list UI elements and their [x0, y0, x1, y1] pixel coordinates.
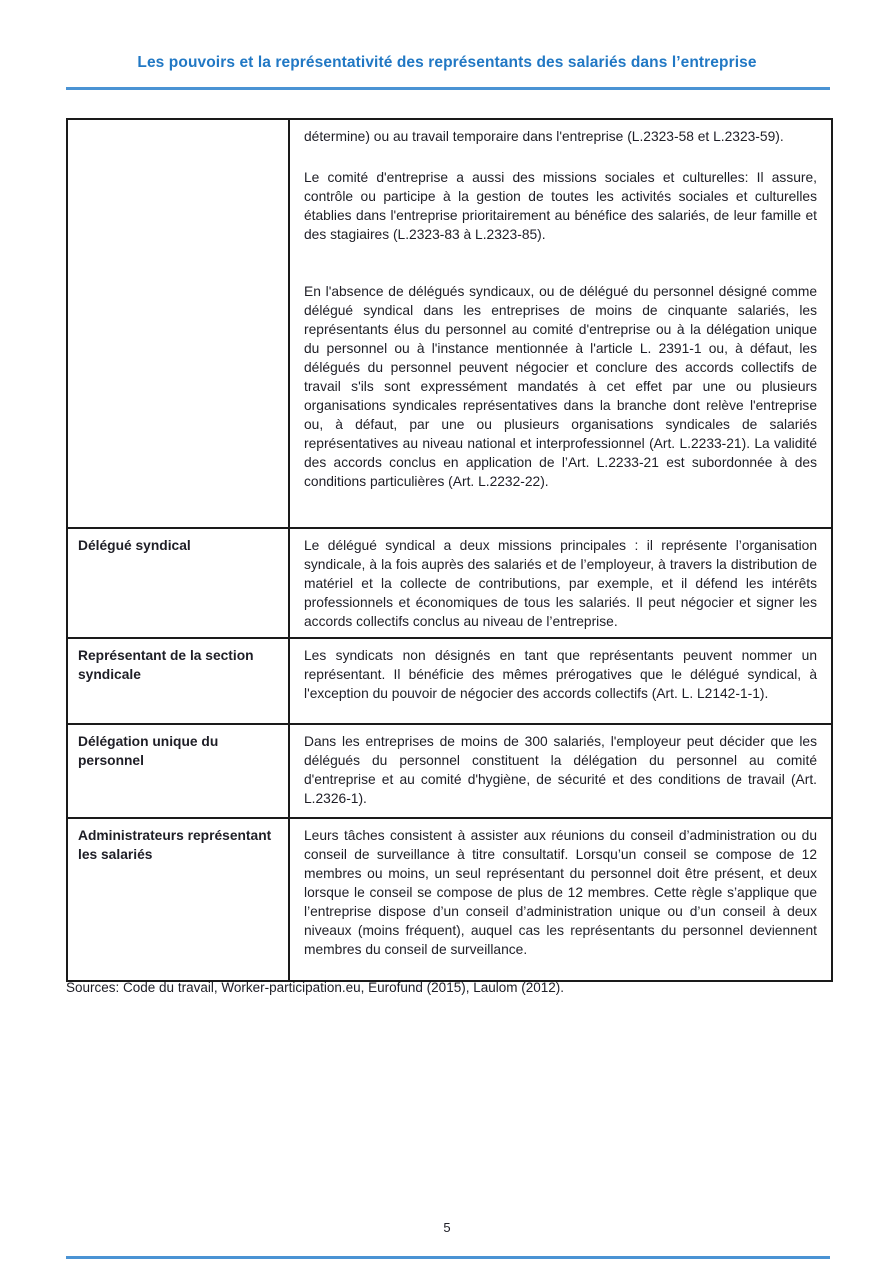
row-content-cell: [289, 724, 832, 818]
row-label-cell: Administrateurs représentant les salariés: [67, 818, 289, 981]
table-row: [67, 724, 832, 818]
paragraph: En l'absence de délégués syndicaux, ou de délégué du personnel désigné comme délégué syndical dans les entreprises de moins de cinquante salariés, les représentants élus du personnel au comité d'entreprise ou à la délégation unique du personnel ou à l'instance mentionnée à l'article L. 2391-1 ou, à défaut, les délégués du personnel peuvent négocier et conclure des accords collectifs de travail s'ils sont expressément mandatés à cet effet par une ou plusieurs organisations syndicales représentatives dans la branche dont relève l'entreprise ou, à défaut, par une ou plusieurs organisations syndicales de salariés représentatives au niveau national et interprofessionnel (Art. L.2233-21). La validité des accords conclus en application de l’Art. L.2233-21 est subordonnée à des conditions particulières (Art. L.2232-22).: [304, 284, 817, 489]
paragraph: détermine) ou au travail temporaire dans l'entreprise (L.2323-58 et L.2323-59).: [304, 129, 784, 144]
page-number: 5: [443, 1220, 451, 1235]
paragraph: Leurs tâches consistent à assister aux réunions du conseil d’administration ou du conseil de surveillance à titre consultatif. Lorsqu’un conseil se compose de 12 membres ou moins, un seul représentant du personnel doit être présent, et deux lorsque le conseil se compose de plus de 12 membres. Cette règle s’applique que l’entreprise dispose d’un conseil d’administration unique ou d’un conseil à deux niveaux (moins fréquent), auquel cas les représentants du personnel deviennent membres du conseil de surveillance.: [304, 828, 817, 957]
table-row: [67, 119, 832, 528]
row-label-cell: [67, 119, 289, 528]
paragraph: Les syndicats non désignés en tant que représentants peuvent nommer un représentant. Il bénéficie des mêmes prérogatives que le délégué syndical, à l'exception du pouvoir de négocier des accords collectifs (Art. L. L2142-1-1).: [304, 648, 817, 701]
row-label-cell: Délégation unique du personnel: [67, 724, 289, 818]
row-content-cell: [289, 528, 832, 638]
row-content-cell: [289, 119, 832, 528]
row-content-cell: [289, 818, 832, 981]
paragraph: Dans les entreprises de moins de 300 salariés, l'employeur peut décider que les délégués du personnel constituent la délégation du personnel au comité d'entreprise et au comité d'hygiène, de sécurité et des conditions de travail (Art. L.2326-1).: [304, 734, 817, 806]
table-row: [67, 528, 832, 638]
row-label-cell: Représentant de la section syndicale: [67, 638, 289, 724]
paragraph: Le comité d'entreprise a aussi des missions sociales et culturelles: Il assure, contrôle ou participe à la gestion de toutes les activités sociales et culturelles établies dans l'entreprise prioritairement au bénéfice des salariés, de leur famille et des stagiaires (L.2323-83 à L.2323-85).: [304, 170, 817, 242]
page-title: Les pouvoirs et la représentativité des représentants des salariés dans l’entreprise: [137, 54, 757, 71]
table-row: [67, 818, 832, 981]
row-content-cell: [289, 638, 832, 724]
paragraph: Le délégué syndical a deux missions principales : il représente l’organisation syndicale, à la fois auprès des salariés et de l’employeur, à travers la distribution de matériel et la collecte de contributions, par exemple, et il défend les intérêts professionnels et économiques de tous les salariés. Il peut négocier et signer les accords collectifs conclus au niveau de l’entreprise.: [304, 538, 817, 629]
row-label-cell: Délégué syndical: [67, 528, 289, 638]
footer-rule: [66, 1256, 830, 1259]
representatives-table: [66, 118, 833, 982]
header-rule: [66, 87, 830, 90]
sources-note: Sources: Code du travail, Worker-participation.eu, Eurofund (2015), Laulom (2012).: [66, 980, 565, 995]
table-row: [67, 638, 832, 724]
